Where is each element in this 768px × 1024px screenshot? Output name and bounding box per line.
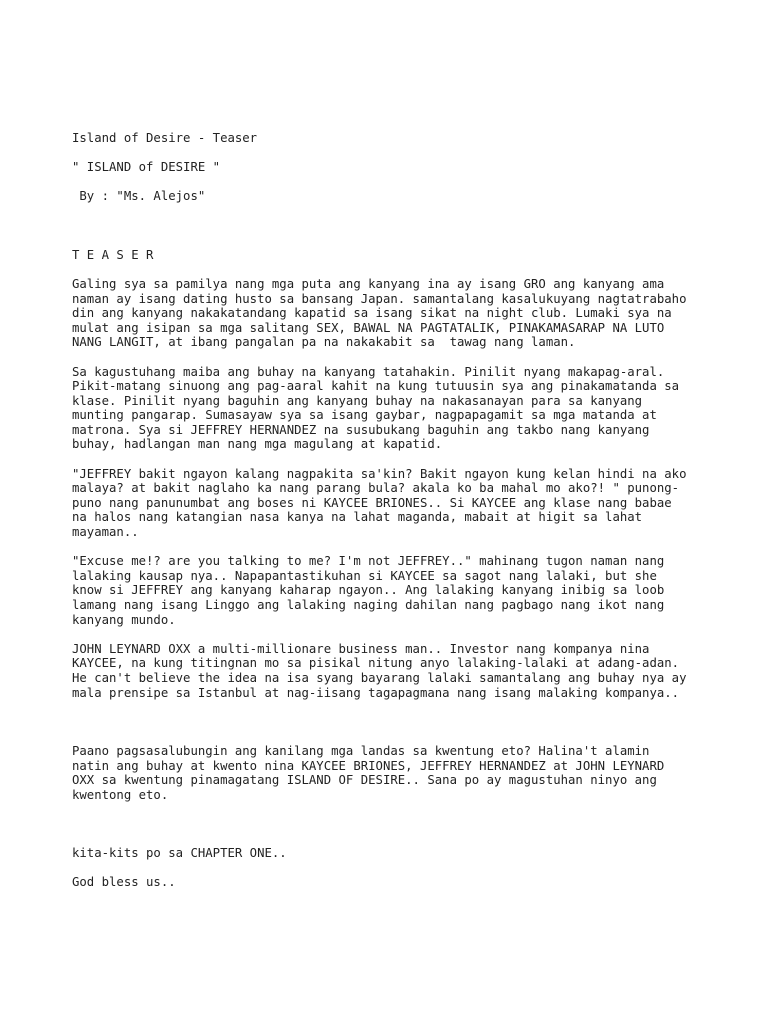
document-page xyxy=(72,131,712,890)
section-heading: T E A S E R xyxy=(72,247,154,262)
paragraph-line: kwentong eto. xyxy=(72,787,169,802)
paragraph-line: natin ang buhay at kwento nina KAYCEE BRIONES, JEFFREY HERNANDEZ at JOHN LEYNARD xyxy=(72,758,665,773)
paragraph-line: na halos nang katangian nasa kanya na lahat maganda, mabait at higit sa lahat xyxy=(72,510,643,525)
paragraph-line: lamang nang isang Linggo ang lalaking naging dahilan nang pagbago nang ikot nang xyxy=(72,598,665,613)
paragraph-6 xyxy=(72,744,712,802)
paragraph-line: Sa kagustuhang maiba ang buhay na kanyang tatahakin. Pinilit nyang makapag-aral. xyxy=(72,364,665,379)
paragraph-2 xyxy=(72,365,712,453)
paragraph-4 xyxy=(72,554,712,627)
closing-line: kita-kits po sa CHAPTER ONE.. xyxy=(72,846,287,861)
paragraph-line: naman ay isang dating husto sa bansang Japan. samantalang kasalukuyang nagtatrabaho xyxy=(72,291,687,306)
paragraph-1 xyxy=(72,277,712,350)
paragraph-line: know si JEFFREY ang kanyang kaharap ngayon.. Ang lalaking kanyang inibig sa loob xyxy=(72,583,665,598)
paragraph-line: He can't believe the idea na isa syang bayarang lalaki samantalang ang buhay nya ay xyxy=(72,670,687,685)
blessing-line: God bless us.. xyxy=(72,875,176,890)
paragraph-line: munting pangarap. Sumasayaw sya sa isang gaybar, nagpapagamit sa mga matanda at xyxy=(72,408,657,423)
paragraph-line: lalaking kausap nya.. Napapantastikuhan si KAYCEE sa sagot nang lalaki, but she xyxy=(72,568,657,583)
byline: By : "Ms. Alejos" xyxy=(72,189,206,204)
paragraph-line: kanyang mundo. xyxy=(72,612,176,627)
document-title: Island of Desire - Teaser xyxy=(72,131,258,145)
paragraph-line: Pikit-matang sinuong ang pag-aaral kahit na kung tutuusin sya ang pinakamatanda sa xyxy=(72,379,680,394)
paragraph-line: Paano pagsasalubungin ang kanilang mga landas sa kwentung eto? Halina't alamin xyxy=(72,743,650,758)
paragraph-line: buhay, hadlangan man nang mga magulang at kapatid. xyxy=(72,437,443,452)
paragraph-line: OXX sa kwentung pinamagatang ISLAND OF DESIRE.. Sana po ay magustuhan ninyo ang xyxy=(72,773,657,788)
paragraph-line: matrona. Sya si JEFFREY HERNANDEZ na susubukang baguhin ang takbo nang kanyang xyxy=(72,422,650,437)
paragraph-line: NANG LANGIT, at ibang pangalan pa na nakakabit sa tawag nang laman. xyxy=(72,335,576,350)
paragraph-line: mala prensipe sa Istanbul at nag-iisang tagapagmana nang isang malaking kompanya.. xyxy=(72,685,680,700)
paragraph-line: puno nang panunumbat ang boses ni KAYCEE BRIONES.. Si KAYCEE ang klase nang babae xyxy=(72,495,672,510)
paragraph-line: "JEFFREY bakit ngayon kalang nagpakita sa'kin? Bakit ngayon kung kelan hindi na ako xyxy=(72,466,687,481)
paragraph-line: Galing sya sa pamilya nang mga puta ang kanyang ina ay isang GRO ang kanyang ama xyxy=(72,276,665,291)
paragraph-3 xyxy=(72,467,712,540)
paragraph-line: "Excuse me!? are you talking to me? I'm not JEFFREY.." mahinang tugon naman nang xyxy=(72,554,665,569)
paragraph-line: mayaman.. xyxy=(72,525,139,540)
paragraph-line: din ang kanyang nakakatandang kapatid sa isang sikat na night club. Lumaki sya na xyxy=(72,306,672,321)
paragraph-line: KAYCEE, na kung titingnan mo sa pisikal nitung anyo lalaking-lalaki at adang-adan. xyxy=(72,656,680,671)
paragraph-line: JOHN LEYNARD OXX a multi-millionare business man.. Investor nang kompanya nina xyxy=(72,641,650,656)
paragraph-line: mulat ang isipan sa mga salitang SEX, BAWAL NA PAGTATALIK, PINAKAMASARAP NA LUTO xyxy=(72,320,665,335)
story-title: " ISLAND of DESIRE " xyxy=(72,160,221,175)
paragraph-line: klase. Pinilit nyang baguhin ang kanyang buhay na nakasanayan para sa kanyang xyxy=(72,393,643,408)
paragraph-5 xyxy=(72,642,712,700)
paragraph-line: malaya? at bakit naglaho ka nang parang bula? akala ko ba mahal mo ako?! " punong- xyxy=(72,481,680,496)
